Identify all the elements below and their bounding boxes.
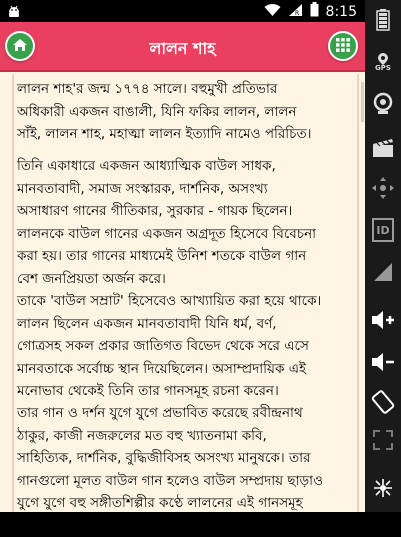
screen-record-button[interactable] bbox=[369, 136, 397, 164]
signal-icon bbox=[288, 2, 303, 21]
scrollbar[interactable] bbox=[361, 82, 364, 122]
article-content[interactable] bbox=[0, 74, 365, 534]
webcam-icon bbox=[372, 92, 394, 120]
paragraph-3: তাকে 'বাউল সম্রাট' হিসেবেও আখ্যায়িত করা হয়ে থাকে। লালন ছিলেন একজন মানবতাবাদী যিনি ধর্ম, বর্ণ, গোত্রসহ সকল প্রকার জাতিগত বিভেদ থেকে সরে এসে মানবতাকে সর্বোচ্চ স্থান দিয়েছিলেন। অসাম্প্রদায়িক এই মনোভাব থেকেই তিনি তার গানসমূহ রচনা করেন। bbox=[17, 293, 322, 399]
webcam-button[interactable] bbox=[369, 92, 397, 120]
paragraph-2: তিনি একাধারে একজন আধ্যাত্মিক বাউল সাধক, মানবতাবাদী, সমাজ সংস্কারক, দার্শনিক, অসংখ্য অসাধারণ গানের গীতিকার, সুরকার - গায়ক ছিলেন। লালনকে বাউল গানের একজন অগ্রদূত হিসেবে বিবেচনা করা হয়। তার গানের মাধ্যমেই উনিশ শতকে বাউল গান বেশ জনপ্রিয়তা অর্জন করে। bbox=[17, 158, 317, 287]
video-clapper-icon bbox=[372, 138, 394, 162]
dpad-icon bbox=[371, 176, 395, 204]
clock: 8:15 bbox=[325, 3, 357, 20]
volume-down-icon bbox=[370, 351, 396, 377]
gps-label: GPS bbox=[375, 64, 391, 72]
battery-icon bbox=[376, 9, 390, 35]
grid-menu-icon bbox=[336, 37, 350, 56]
resize-icon bbox=[372, 429, 394, 455]
volume-down-button[interactable] bbox=[369, 350, 397, 378]
battery-control-button[interactable] bbox=[369, 8, 397, 36]
network-share-button[interactable] bbox=[369, 476, 397, 504]
app-bar bbox=[0, 22, 365, 72]
rotate-icon bbox=[371, 390, 395, 418]
device-id-button[interactable] bbox=[369, 218, 397, 246]
gps-button[interactable] bbox=[369, 46, 397, 74]
rotate-button[interactable] bbox=[369, 390, 397, 418]
android-notification-icon bbox=[6, 3, 22, 23]
id-label: ID bbox=[376, 224, 390, 237]
paragraph-1: লালন শাহ'র জন্ম ১৭৭৪ সালে। বহুমুখী প্রতিভার অধিকারী একজন বাঙালী, যিনি ফকির লালন, লালন সাঁই, লালন শাহ, মহাত্মা লালন ইত্যাদি নামেও পরিচিত। bbox=[17, 81, 312, 142]
emulator-side-panel bbox=[365, 0, 401, 512]
paragraph-4: তার গান ও দর্শন যুগে যুগে প্রভাবিত করেছে রবীন্দ্রনাথ ঠাকুর, কাজী নজরুলের মত বহু খ্যাতনামা কবি, সাহিত্যিক, দার্শনিক, বুদ্ধিজীবিসহ অসংখ্য মানুষকে। তার গানগুলো মূলত বাউল গান হলেও বাউল সম্প্রদায় ছাড়াও যুগে যুগে বহু সঙ্গীতশিল্পীর কণ্ঠে লালনের এই গানসমূহ উচ্চারিত হয়েছে। গান্ধীরও ২৫ বছর আগে, ভারত bbox=[17, 405, 324, 534]
dpad-button[interactable] bbox=[369, 176, 397, 204]
svg-text:R: R bbox=[294, 10, 299, 17]
app-window bbox=[0, 22, 365, 534]
status-bar bbox=[0, 0, 365, 22]
network-icon bbox=[372, 477, 394, 503]
battery-icon bbox=[310, 2, 319, 21]
menu-button[interactable] bbox=[328, 31, 358, 61]
network-signal-button[interactable] bbox=[369, 260, 397, 288]
signal-bars-icon bbox=[372, 261, 394, 287]
volume-up-icon bbox=[370, 309, 396, 335]
article-frame bbox=[12, 74, 359, 534]
wifi-icon bbox=[264, 2, 281, 21]
page-title: লালন শাহ bbox=[149, 39, 216, 58]
volume-up-button[interactable] bbox=[369, 308, 397, 336]
resize-button[interactable] bbox=[369, 428, 397, 456]
